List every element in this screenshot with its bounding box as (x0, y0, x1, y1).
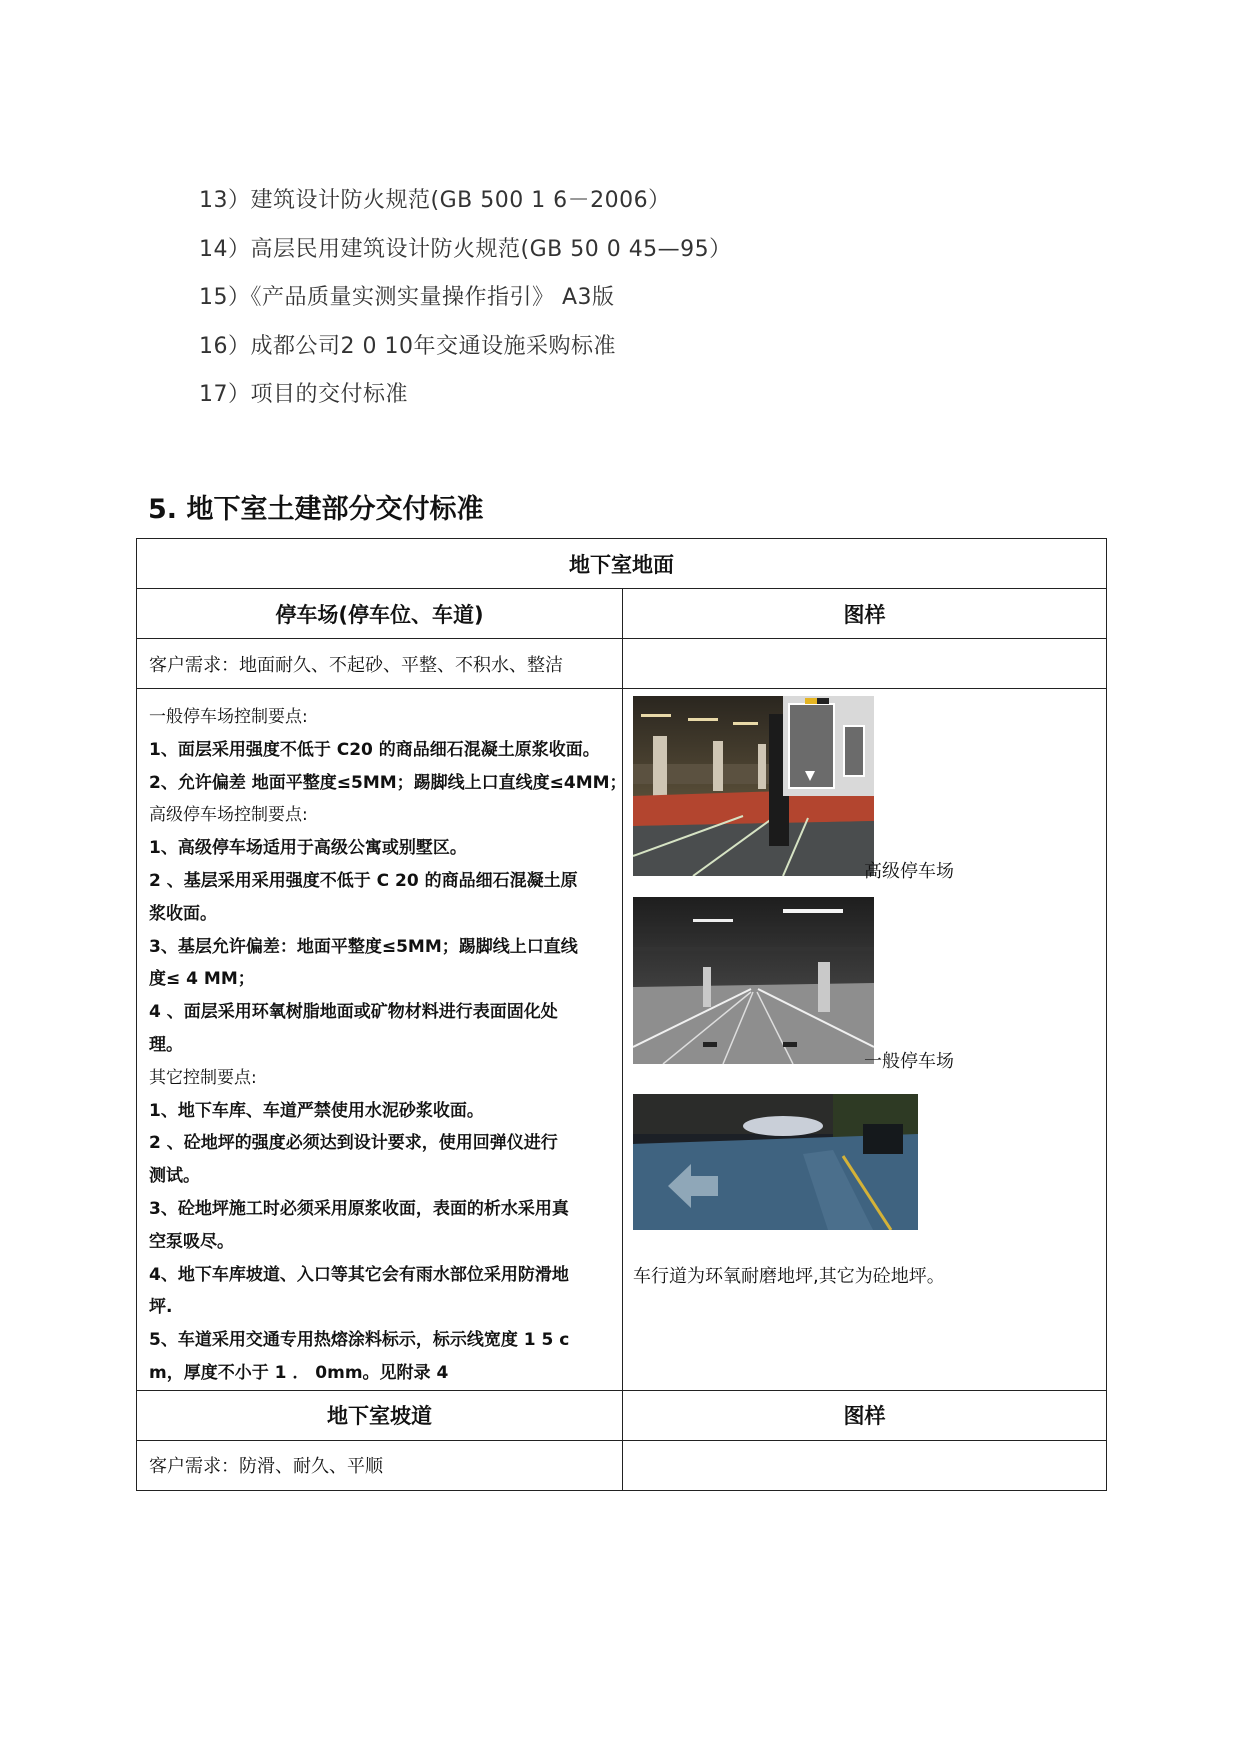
parking-customer-req-blank (623, 639, 1107, 689)
reference-item: 16）成都公司2 0 10年交通设施采购标准 (199, 333, 616, 359)
lane-caption: 车行道为环氧耐磨地坪,其它为砼地坪。 (633, 1266, 945, 1287)
ramp-heading: 地下室坡道 (137, 1390, 623, 1440)
control-point: 3、砼地坪施工时必须采用原浆收面，表面的析水采用真 (149, 1198, 569, 1219)
reference-list (199, 186, 732, 429)
ramp-customer-req-blank (623, 1440, 1107, 1490)
table-title: 地下室地面 (137, 539, 1107, 589)
ramp-customer-req: 客户需求：防滑、耐久、平顺 (137, 1440, 623, 1490)
reference-item: 14）高层民用建筑设计防火规范(GB 50 0 45—95） (199, 236, 732, 262)
control-point: 4、地下车库坡道、入口等其它会有雨水部位采用防滑地 (149, 1264, 569, 1285)
reference-item: 17）项目的交付标准 (199, 382, 408, 407)
parking-control-points (137, 689, 627, 1391)
control-point: 高级停车场控制要点: (149, 805, 308, 826)
standards-table (136, 538, 1107, 1491)
ramp-image-heading: 图样 (623, 1390, 1107, 1440)
control-point: 一般停车场控制要点: (149, 707, 308, 727)
control-point: 测试。 (149, 1166, 200, 1187)
control-point: 坪. (149, 1297, 173, 1318)
control-point: 空泵吸尽。 (149, 1231, 234, 1252)
lane-arrow-photo (633, 1094, 918, 1230)
control-point: 2 、砼地坪的强度必须达到设计要求，使用回弹仪进行 (149, 1133, 558, 1154)
control-point: 3、基层允许偏差：地面平整度≤5MM；踢脚线上口直线 (149, 936, 578, 957)
parking-images (623, 689, 1107, 1391)
control-point: m，厚度不小于 1 ． 0mm。见附录 4 (149, 1362, 449, 1383)
general-parking-caption: 一般停车场 (864, 1051, 954, 1072)
parking-heading: 停车场(停车位、车道) (137, 589, 623, 639)
reference-item: 15）《产品质量实测实量操作指引》 A3版 (199, 285, 615, 310)
control-point: 度≤ 4 MM； (149, 969, 255, 990)
general-parking-photo (633, 897, 874, 1064)
control-point: 5、车道采用交通专用热熔涂料标示，标示线宽度 1 5 c (149, 1330, 570, 1351)
premium-parking-caption: 高级停车场 (864, 861, 954, 882)
parking-customer-req: 客户需求：地面耐久、不起砂、平整、不积水、整洁 (137, 639, 623, 689)
control-point: 2、允许偏差 地面平整度≤5MM；踢脚线上口直线度≤4MM； (149, 772, 627, 793)
control-point: 其它控制要点: (149, 1067, 257, 1088)
parking-image-heading: 图样 (623, 589, 1107, 639)
control-point: 4 、面层采用环氧树脂地面或矿物材料进行表面固化处 (149, 1002, 558, 1023)
reference-item: 13）建筑设计防火规范(GB 500 1 6－2006） (199, 188, 671, 213)
control-point: 1、面层采用强度不低于 C20 的商品细石混凝土原浆收面。 (149, 739, 600, 760)
premium-parking-photo (633, 696, 874, 876)
section-title: 5. 地下室土建部分交付标准 (148, 494, 484, 525)
control-point: 2 、基层采用采用强度不低于 C 20 的商品细石混凝土原 (149, 870, 578, 891)
control-point: 浆收面。 (149, 903, 217, 924)
control-point: 1、高级停车场适用于高级公寓或别墅区。 (149, 838, 467, 859)
control-point: 理。 (149, 1034, 183, 1055)
control-point: 1、地下车库、车道严禁使用水泥砂浆收面。 (149, 1100, 484, 1121)
